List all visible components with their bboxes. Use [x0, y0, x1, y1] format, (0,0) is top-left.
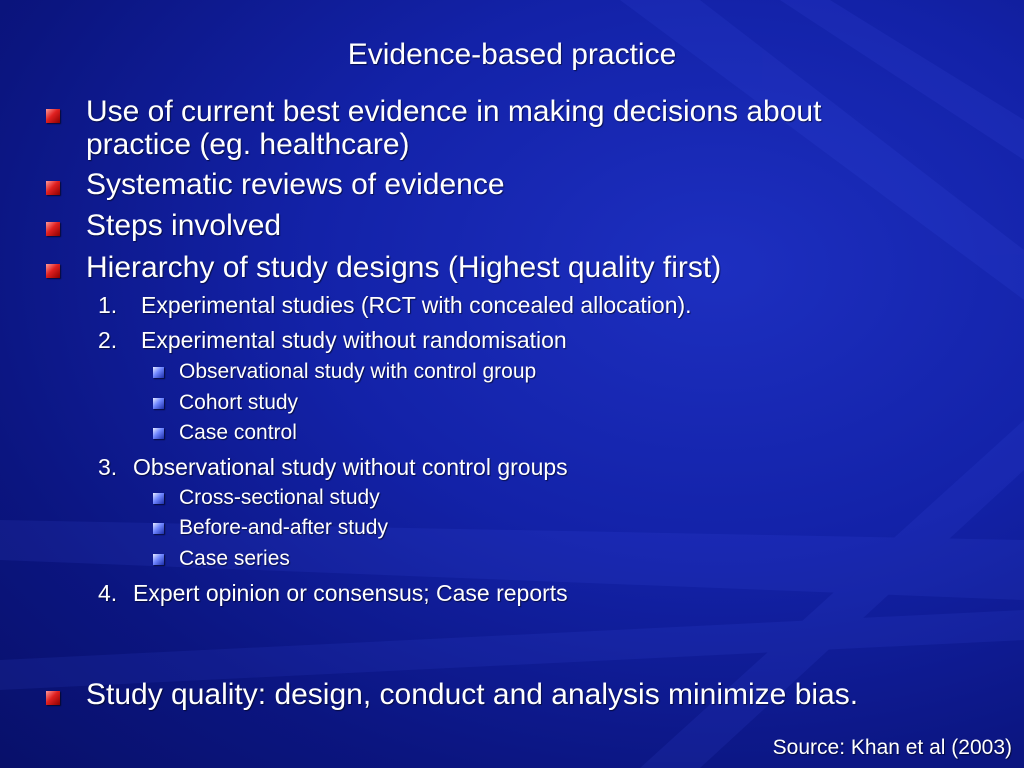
sub-item: Case control: [179, 421, 297, 444]
sub-bullet-icon: [153, 523, 164, 534]
hierarchy-item: Experimental study without randomisation: [141, 327, 567, 353]
bullet-text: Steps involved: [86, 209, 282, 242]
sub-item: Cross-sectional study: [179, 486, 380, 509]
slide-title: Evidence-based practice: [347, 38, 677, 71]
bullet-icon: [46, 181, 60, 195]
source-citation: Source: Khan et al (2003): [772, 736, 1012, 759]
hierarchy-item: Experimental studies (RCT with concealed allocation).: [141, 292, 692, 318]
list-number: 2.: [98, 327, 118, 353]
sub-item: Case series: [179, 547, 290, 570]
bullet-icon: [46, 691, 60, 705]
bullet-text: Hierarchy of study designs (Highest quality first): [86, 251, 722, 284]
sub-bullet-icon: [153, 367, 164, 378]
bullet-text: Systematic reviews of evidence: [86, 168, 505, 201]
list-number: 3.: [98, 454, 118, 480]
bullet-icon: [46, 264, 60, 278]
bullet-icon: [46, 222, 60, 236]
sub-item: Cohort study: [179, 391, 299, 414]
hierarchy-item: Observational study without control groups: [133, 454, 568, 480]
sub-item: Before-and-after study: [179, 516, 388, 539]
list-number: 1.: [98, 292, 118, 318]
list-number: 4.: [98, 580, 118, 606]
final-bullet-text: Study quality: design, conduct and analysis minimize bias.: [86, 678, 859, 711]
bullet-text-continuation: practice (eg. healthcare): [86, 128, 410, 161]
sub-bullet-icon: [153, 554, 164, 565]
sub-bullet-icon: [153, 428, 164, 439]
sub-item: Observational study with control group: [179, 360, 537, 383]
bullet-icon: [46, 109, 60, 123]
sub-bullet-icon: [153, 493, 164, 504]
sub-bullet-icon: [153, 398, 164, 409]
hierarchy-item: Expert opinion or consensus; Case reports: [133, 580, 568, 606]
bullet-text: Use of current best evidence in making decisions about: [86, 95, 822, 128]
